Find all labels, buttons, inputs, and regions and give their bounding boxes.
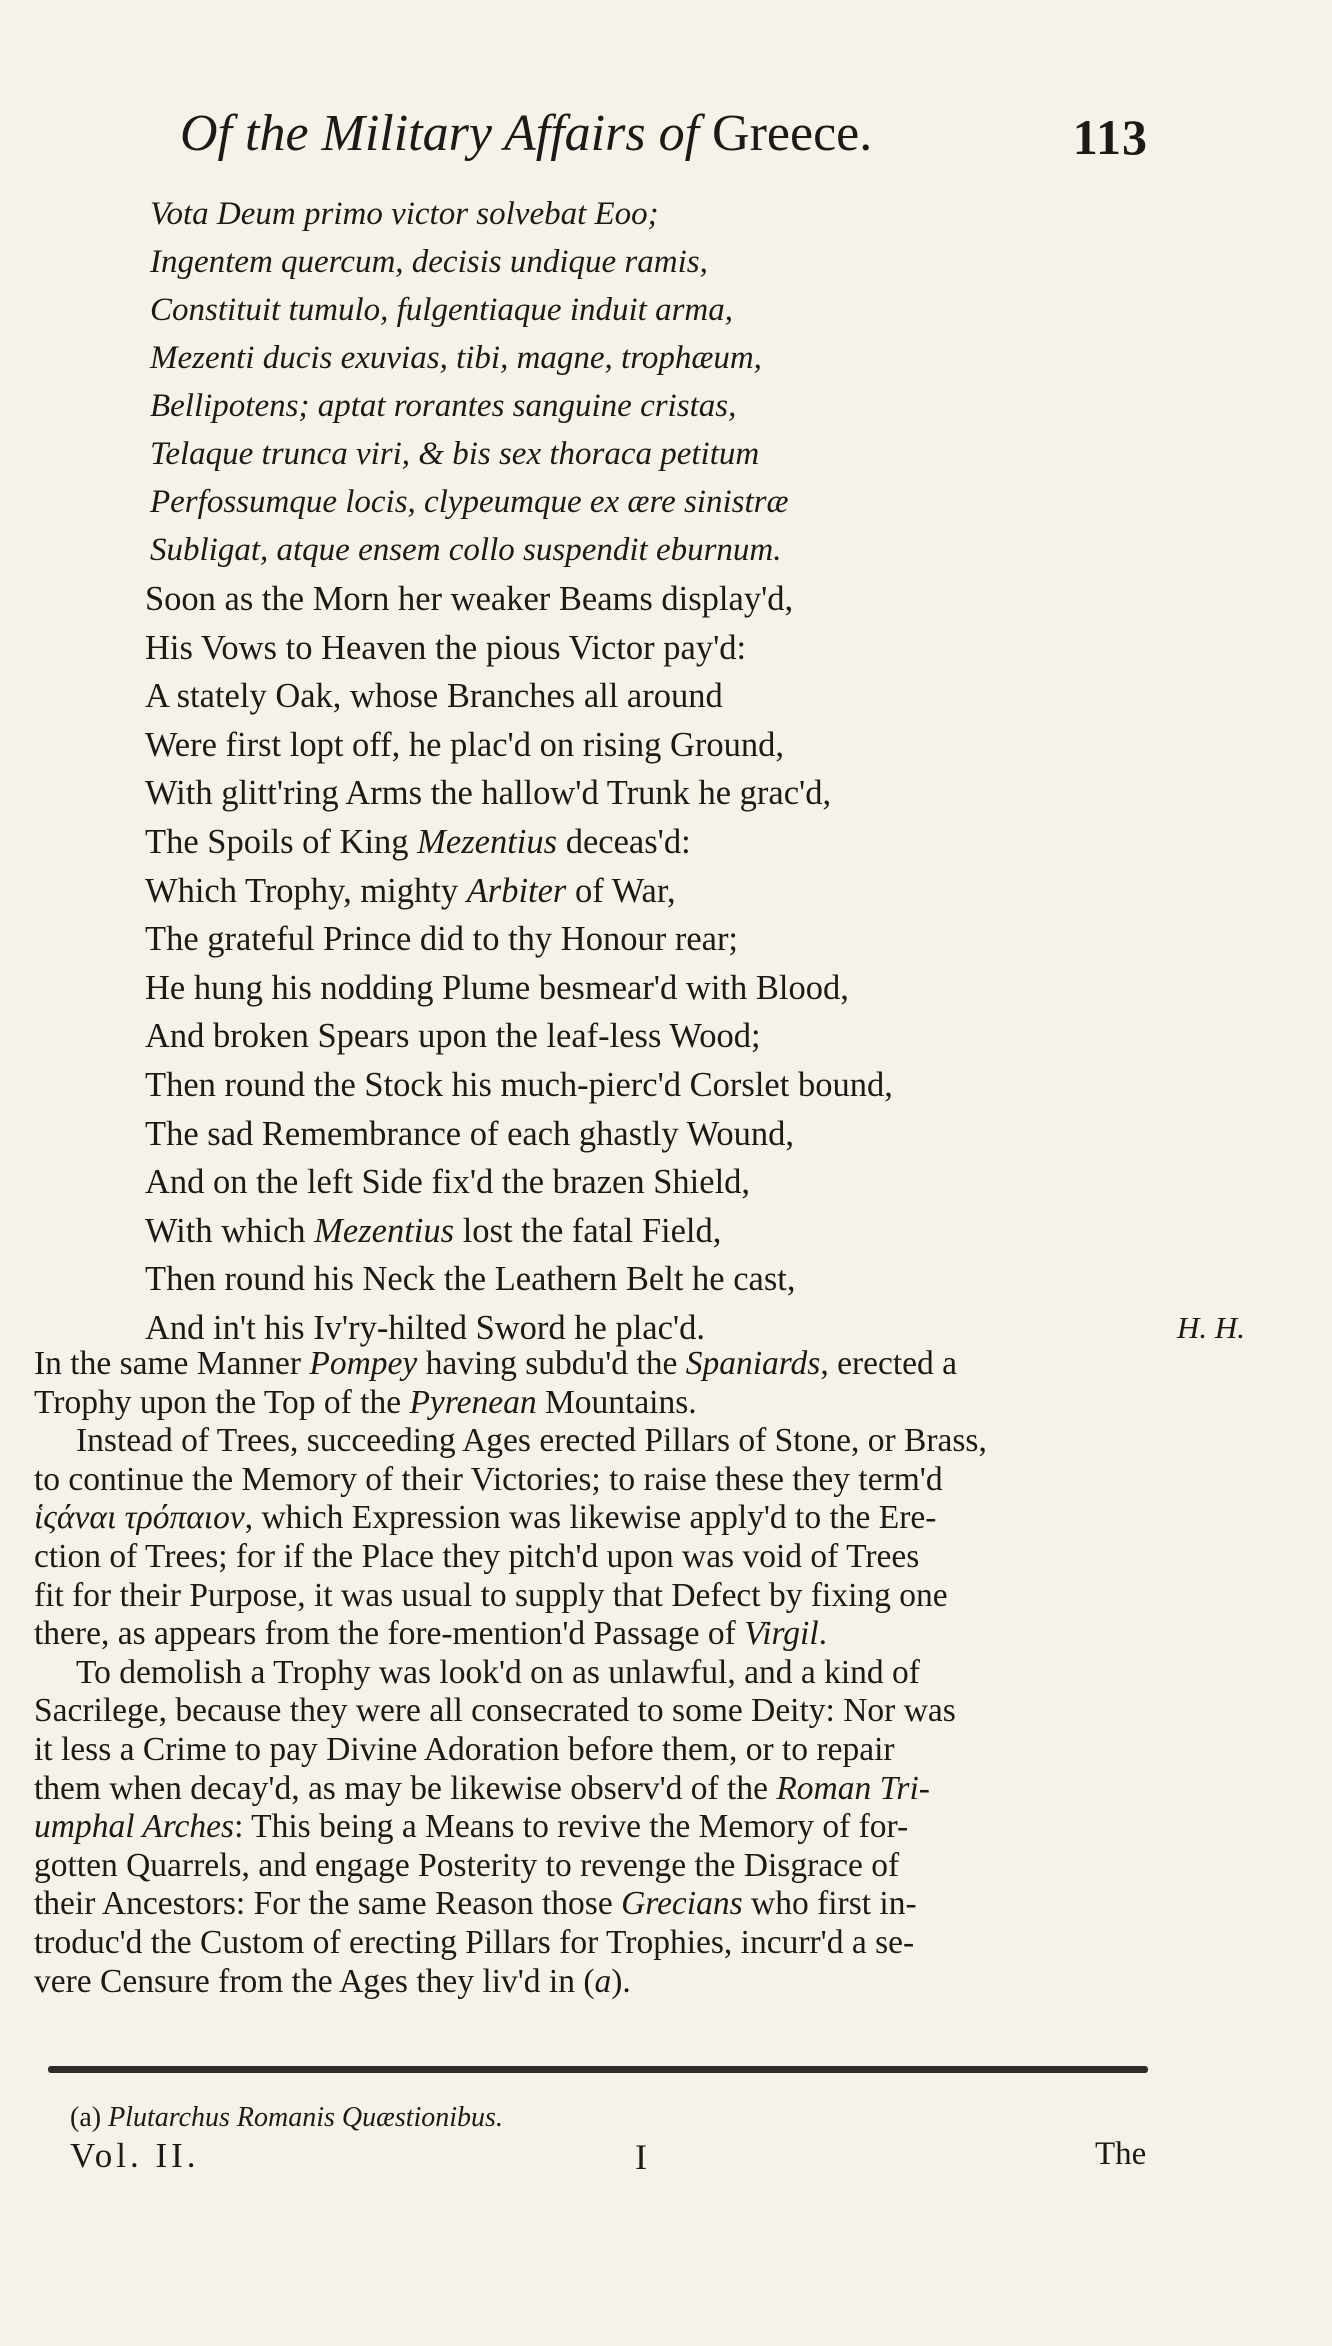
prose-text: Mountains. bbox=[536, 1383, 697, 1421]
italic-term: a bbox=[594, 1962, 612, 2000]
latin-verse-line: Perfossumque locis, clypeumque ex ære sinistræ bbox=[150, 484, 789, 520]
prose-line bbox=[34, 1499, 1144, 1538]
italic-term: Roman Tri- bbox=[776, 1769, 930, 1807]
prose-text: them when decay'd, as may be likewise observ'd of the bbox=[34, 1769, 777, 1807]
running-title-roman: Greece. bbox=[712, 105, 873, 162]
footnote-text: Romanis Quæstionibus. bbox=[236, 2102, 503, 2133]
prose-text: , erected a bbox=[820, 1345, 958, 1382]
running-title bbox=[180, 104, 872, 163]
signature-line bbox=[70, 2136, 1170, 2186]
prose-text: ). bbox=[611, 1962, 631, 2000]
english-verse-line bbox=[145, 769, 1145, 818]
english-verse-line bbox=[145, 1255, 1145, 1304]
english-verse-line bbox=[145, 624, 1145, 673]
verse-text: The Spoils of King bbox=[145, 822, 418, 861]
prose-text: having subdu'd the bbox=[417, 1345, 686, 1382]
prose-line bbox=[34, 1847, 1144, 1886]
prose-text: , which Expression was likewise apply'd to the Ere- bbox=[244, 1499, 937, 1537]
prose-text: In the same Manner bbox=[34, 1345, 310, 1382]
prose-text: : This being a Means to revive the Memory of for- bbox=[234, 1808, 909, 1846]
english-verse-line bbox=[145, 915, 1145, 964]
verse-text: of War, bbox=[566, 871, 676, 910]
italic-term: Pyrenean bbox=[409, 1383, 537, 1421]
prose-text: there, as appears from the fore-mention'd Passage of bbox=[34, 1615, 745, 1653]
prose-text: to continue the Memory of their Victories; to raise these they term'd bbox=[34, 1460, 943, 1498]
english-verse-line bbox=[145, 721, 1145, 770]
verse-text: He hung his nodding Plume besmear'd with Blood, bbox=[145, 968, 849, 1007]
footnote-author: Plutarchus bbox=[108, 2102, 230, 2133]
verse-text: And in't his Iv'ry-hilted Sword he plac'd. bbox=[145, 1308, 706, 1347]
prose-text: . bbox=[818, 1615, 828, 1653]
verse-text: With which bbox=[145, 1211, 315, 1250]
latin-verse-line: Ingentem quercum, decisis undique ramis, bbox=[150, 244, 708, 280]
running-title-italic: Of the Military Affairs of bbox=[180, 105, 700, 162]
prose-text: their Ancestors: For the same Reason those bbox=[34, 1885, 622, 1923]
italic-term: Pompey bbox=[309, 1345, 418, 1382]
prose-line bbox=[34, 1692, 1144, 1731]
english-verse-line bbox=[145, 1061, 1145, 1110]
prose-text: gotten Quarrels, and engage Posterity to revenge the Disgrace of bbox=[34, 1846, 900, 1884]
english-verse-line bbox=[145, 575, 1145, 624]
prose-line bbox=[34, 1808, 1144, 1847]
prose-text: who first in- bbox=[742, 1885, 917, 1923]
verse-proper-name: Arbiter bbox=[466, 871, 567, 910]
verse-text: Then round the Stock his much-pierc'd Corslet bound, bbox=[145, 1065, 893, 1104]
prose-line bbox=[34, 1654, 1144, 1693]
footnote-marker: (a) bbox=[70, 2102, 102, 2133]
english-verse-line bbox=[145, 1012, 1145, 1061]
verse-text: Soon as the Morn her weaker Beams display'd, bbox=[145, 580, 794, 618]
prose-text: Sacrilege, because they were all consecrated to some Deity: Nor was bbox=[34, 1692, 956, 1730]
volume-label: Vol. II. bbox=[70, 2136, 200, 2175]
english-verse-line bbox=[145, 1207, 1145, 1256]
prose-line bbox=[34, 1345, 1144, 1384]
prose-line bbox=[34, 1384, 1144, 1423]
latin-verse-line: Mezenti ducis exuvias, tibi, magne, trophæum, bbox=[150, 340, 762, 376]
catchword: The bbox=[1095, 2136, 1147, 2172]
latin-verse-block bbox=[150, 190, 1130, 574]
prose-text: it less a Crime to pay Divine Adoration before them, or to repair bbox=[34, 1730, 895, 1768]
italic-term: umphal Arches bbox=[34, 1808, 235, 1846]
english-verse-line bbox=[145, 672, 1145, 721]
latin-verse-line: Telaque trunca viri, & bis sex thoraca petitum bbox=[150, 436, 760, 472]
verse-text: A stately Oak, whose Branches all around bbox=[145, 677, 723, 716]
verse-text: And on the left Side fix'd the brazen Shield, bbox=[145, 1163, 751, 1202]
verse-text: His Vows to Heaven the pious Victor pay'd: bbox=[145, 628, 747, 667]
prose-line bbox=[34, 1963, 1144, 2002]
footnote-rule bbox=[48, 2066, 1148, 2073]
italic-term: Grecians bbox=[621, 1885, 743, 1923]
prose-line bbox=[34, 1924, 1144, 1963]
latin-verse-line: Subligat, atque ensem collo suspendit eburnum. bbox=[150, 532, 782, 568]
latin-verse-line: Vota Deum primo victor solvebat Eoo; bbox=[150, 196, 659, 232]
prose-line bbox=[34, 1731, 1144, 1770]
italic-term: ἱςάναι τρόπαιον bbox=[34, 1499, 245, 1537]
verse-text: With glitt'ring Arms the hallow'd Trunk he grac'd, bbox=[145, 774, 832, 813]
verse-text: The grateful Prince did to thy Honour rear; bbox=[145, 920, 739, 959]
latin-verse-line: Bellipotens; aptat rorantes sanguine cristas, bbox=[150, 388, 737, 424]
prose-line bbox=[34, 1461, 1144, 1500]
english-verse-line bbox=[145, 1110, 1145, 1159]
prose-text: troduc'd the Custom of erecting Pillars for Trophies, incurr'd a se- bbox=[34, 1923, 915, 1961]
prose-text: To demolish a Trophy was look'd on as unlawful, and a kind of bbox=[76, 1653, 920, 1691]
english-verse-line bbox=[145, 964, 1145, 1013]
verse-text: The sad Remembrance of each ghastly Wound, bbox=[145, 1114, 794, 1153]
prose-text: Trophy upon the Top of the bbox=[34, 1383, 410, 1421]
english-verse-line bbox=[145, 818, 1145, 867]
english-verse-line bbox=[145, 867, 1145, 916]
verse-text: Which Trophy, mighty bbox=[145, 871, 467, 910]
prose-line bbox=[34, 1615, 1144, 1654]
prose-text: vere Censure from the Ages they liv'd in ( bbox=[34, 1962, 595, 2000]
body-text bbox=[34, 1345, 1144, 2001]
footnote bbox=[70, 2102, 503, 2134]
prose-line bbox=[34, 1885, 1144, 1924]
prose-text: fit for their Purpose, it was usual to supply that Defect by fixing one bbox=[34, 1576, 948, 1614]
english-verse-block bbox=[145, 575, 1246, 1353]
signature-mark: I bbox=[635, 2137, 647, 2177]
prose-line bbox=[34, 1577, 1144, 1616]
verse-proper-name: Mezentius bbox=[314, 1211, 455, 1250]
translator-initials: H. H. bbox=[1177, 1309, 1246, 1345]
prose-text: ction of Trees; for if the Place they pitch'd upon was void of Trees bbox=[34, 1537, 920, 1575]
prose-line bbox=[34, 1422, 1144, 1461]
verse-text: And broken Spears upon the leaf-less Wood; bbox=[145, 1017, 761, 1056]
page-number: 113 bbox=[1072, 109, 1148, 165]
running-header bbox=[180, 104, 1160, 184]
verse-proper-name: Mezentius bbox=[417, 822, 558, 861]
prose-text: Instead of Trees, succeeding Ages erected Pillars of Stone, or Brass, bbox=[76, 1422, 987, 1460]
verse-text: lost the fatal Field, bbox=[454, 1211, 722, 1250]
prose-line bbox=[34, 1770, 1144, 1809]
italic-term: Spaniards bbox=[685, 1345, 821, 1382]
prose-line bbox=[34, 1538, 1144, 1577]
english-verse-line bbox=[145, 1158, 1145, 1207]
verse-text: Then round his Neck the Leathern Belt he cast, bbox=[145, 1260, 796, 1299]
verse-text: Were first lopt off, he plac'd on rising Ground, bbox=[145, 725, 784, 764]
latin-verse-line: Constituit tumulo, fulgentiaque induit arma, bbox=[150, 292, 734, 328]
italic-term: Virgil bbox=[744, 1615, 819, 1653]
verse-text: deceas'd: bbox=[557, 822, 691, 861]
